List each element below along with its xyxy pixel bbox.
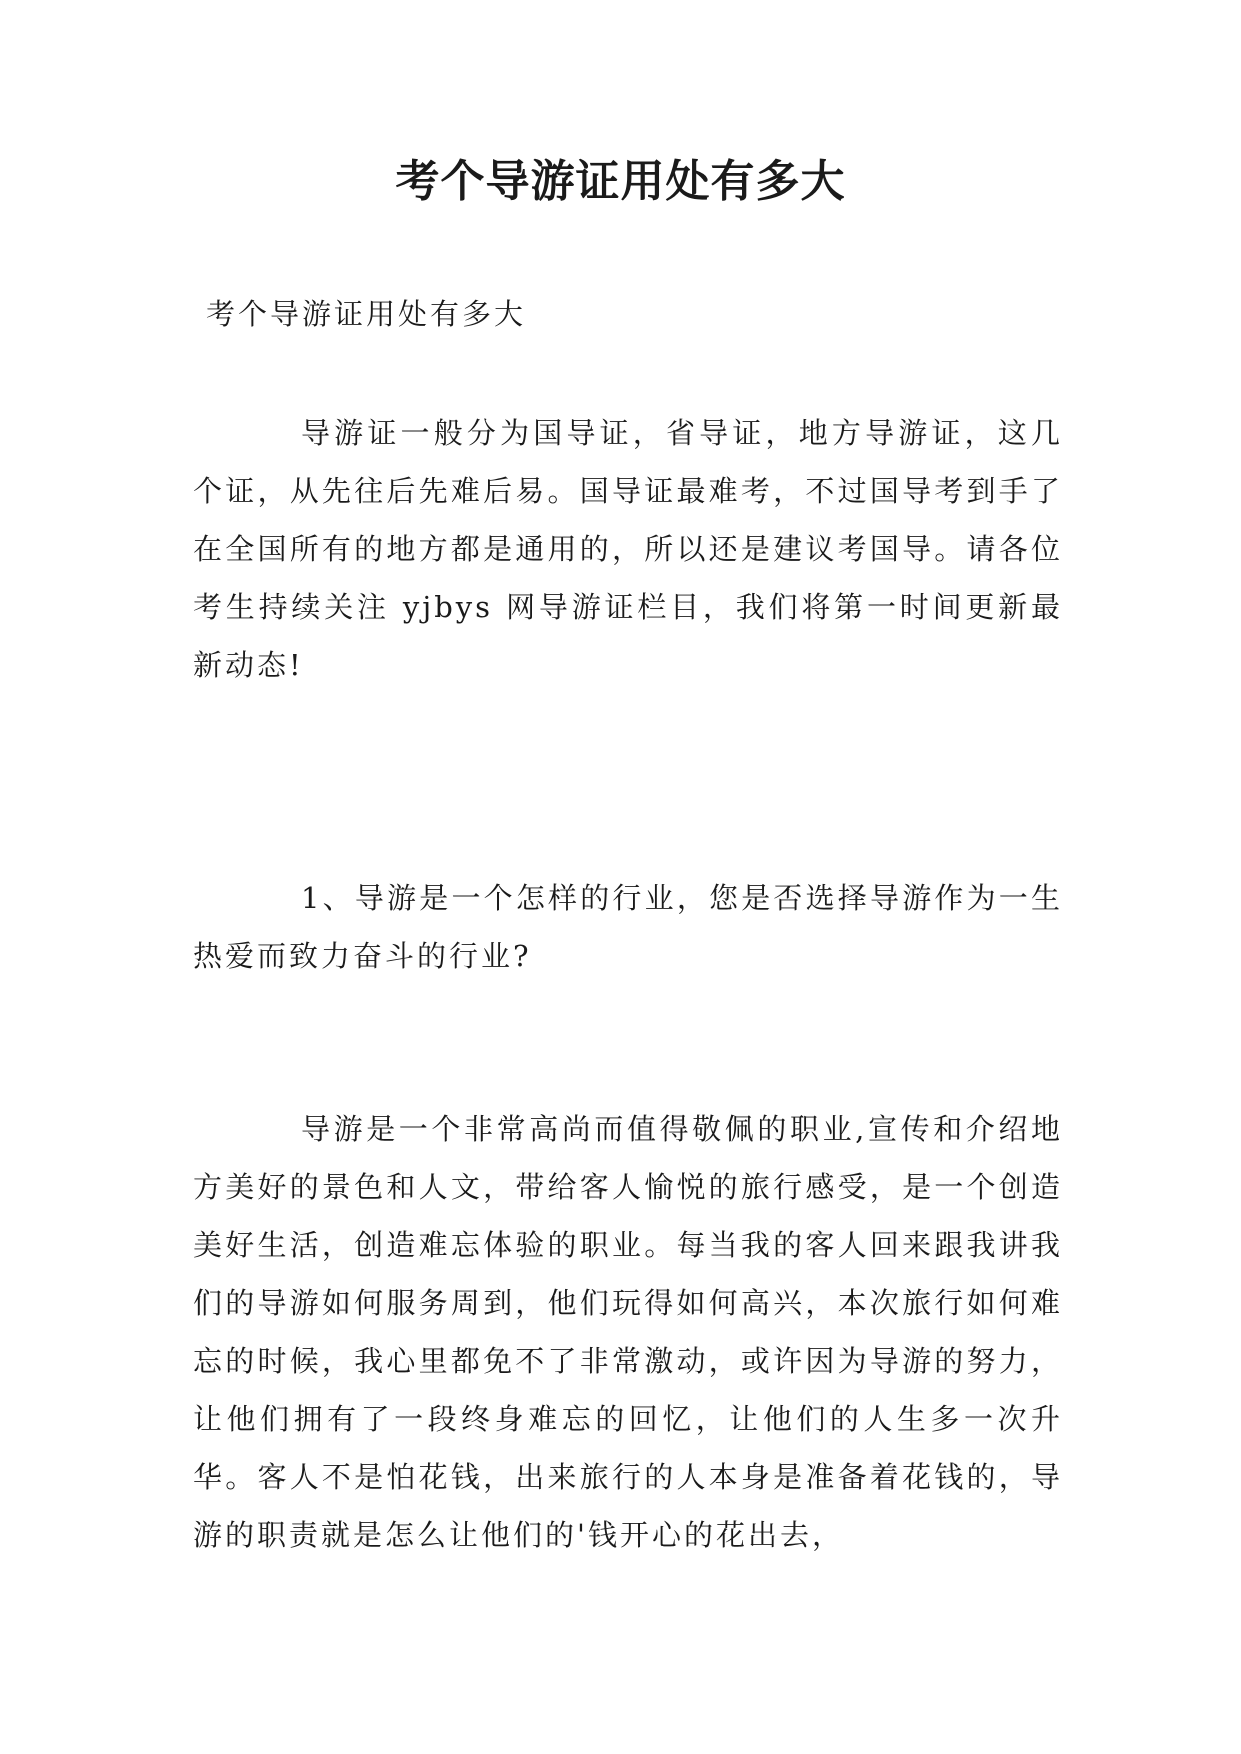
document-subtitle: 考个导游证用处有多大 — [206, 297, 527, 331]
paragraph-intro: 导游证一般分为国导证，省导证，地方导游证，这几个证，从先往后先难后易。国导证最难考，不过国导考到手了在全国所有的地方都是通用的，所以还是建议考国导。请各位考生持续关注 yjbys 网导游证栏目，我们将第一时间更新最新动态! — [193, 416, 1063, 682]
paragraph-answer: 导游是一个非常高尚而值得敬佩的职业,宣传和介绍地方美好的景色和人文，带给客人愉悦的旅行感受，是一个创造美好生活，创造难忘体验的职业。每当我的客人回来跟我讲我们的导游如何服务周到，他们玩得如何高兴，本次旅行如何难忘的时候，我心里都免不了非常激动，或许因为导游的努力，让他们拥有了一段终身难忘的回忆，让他们的人生多一次升华。客人不是怕花钱，出来旅行的人本身是准备着花钱的，导游的职责就是怎么让他们的'钱开心的花出去， — [193, 1112, 1063, 1552]
paragraph-question: 1、导游是一个怎样的行业，您是否选择导游作为一生热爱而致力奋斗的行业? — [193, 881, 1063, 973]
document-title: 考个导游证用处有多大 — [395, 156, 846, 207]
